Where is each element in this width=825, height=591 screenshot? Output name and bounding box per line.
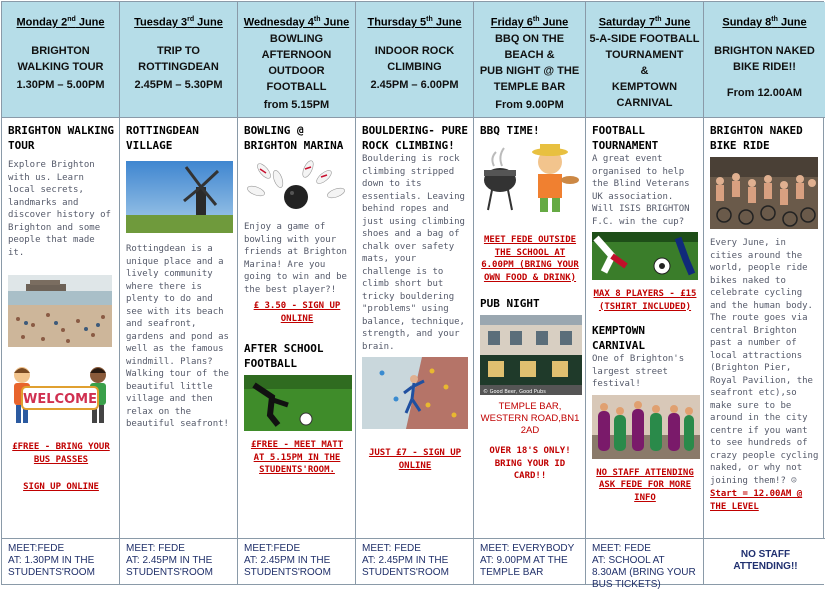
activity-heading: BRIGHTON WALKING TOUR [8, 124, 114, 152]
price-note[interactable]: £ 3.50 - SIGN UP ONLINE [253, 301, 341, 324]
football-photo [244, 375, 352, 431]
staff-note: NO STAFF [740, 549, 791, 560]
day-label: Sunday 8th June [722, 16, 807, 29]
header-tuesday [120, 2, 237, 118]
age-note: OVER 18'S ONLY! BRING YOUR ID CARD!! [489, 446, 571, 481]
carnival-photo [592, 395, 700, 459]
meet-place: STUDENTS'ROOM [244, 567, 331, 578]
start-note: Start = 12.00AM @ THE LEVEL [710, 489, 803, 512]
meet-time: AT: SCHOOL AT [592, 555, 665, 566]
staff-note-2: ATTENDING!! [733, 561, 798, 572]
activity-heading: BOULDERING- PURE ROCK CLIMBING! [362, 124, 468, 152]
meet-place: STUDENTS'ROOM [362, 567, 449, 578]
body-saturday [586, 119, 703, 538]
activity-heading: BRIGHTON NAKED BIKE RIDE [710, 124, 803, 152]
meeting-info-saturday [586, 538, 703, 590]
meeting-info-thursday [356, 538, 473, 584]
column-tuesday [120, 2, 238, 584]
meet-time: AT: 2.45PM IN THE [362, 555, 449, 566]
activity-description: Enjoy a game of bowling with your friends at Brighton Marina! Are you going to win and be the best player?! [244, 222, 347, 295]
climbing-wall-photo [362, 357, 468, 429]
welcome-sign-text: WELCOME [23, 392, 97, 407]
meet-time: AT: 2.45PM IN THE [244, 555, 331, 566]
sign-up-link[interactable]: SIGN UP ONLINE [23, 482, 99, 492]
body-monday [2, 119, 119, 538]
event-title: INDOOR ROCK CLIMBING [374, 44, 455, 73]
activity-heading-2: PUB NIGHT [480, 297, 540, 310]
event-time: 1.30PM – 5.00PM [16, 78, 105, 91]
event-title: BOWLING AFTERNOON OUTDOOR FOOTBALL [261, 32, 332, 93]
photo-credit: © Good Beer, Good Pubs [483, 389, 546, 395]
meet-time: AT: 9.00PM AT THE [480, 555, 568, 566]
meet-time: AT: 2.45PM IN THE [126, 555, 213, 566]
column-saturday [586, 2, 704, 590]
event-time: From 12.00AM [726, 86, 803, 99]
header-thursday [356, 2, 473, 118]
header-saturday [586, 2, 703, 118]
meet-time: AT: 1.30PM IN THE [8, 555, 95, 566]
day-label: Monday 2nd June [16, 16, 105, 29]
football-tournament-photo [592, 232, 698, 280]
activity-heading: BBQ TIME! [480, 124, 540, 137]
activity-description-2: One of Brighton's largest street festival! [592, 354, 685, 389]
activity-description: Bouldering is rock climbing stripped down to its essentials. Leaving behind ropes and just using climbing shoes and a bag of chalk over safety mats, your challenge is to climb short but tricky bouldering "problems" using balance, technique, strength, and your brain. [362, 154, 465, 352]
price-note: MAX 8 PLAYERS - £15 (TSHIRT INCLUDED) [593, 289, 697, 312]
activity-description: Every June, in cities around the world, people ride bikes naked to celebrate cycling and the human body. The route goes via central Brighton past a number of local attractions (Brighton Pier, Royal Pavilion, the seafront etc),so make sure to be around in the city centre if you want to see hundreds of crazy people cycling naked, or why not joining them!? ☺ [710, 238, 819, 486]
column-thursday [356, 2, 474, 584]
pub-address: TEMPLE BAR, WESTERN ROAD,BN1 2AD [480, 401, 580, 436]
header-sunday [704, 2, 825, 118]
price-note[interactable]: JUST £7 - SIGN UP ONLINE [368, 448, 462, 471]
meeting-info-friday [474, 538, 585, 584]
day-label: Saturday 7th June [598, 16, 691, 29]
beach-photo [8, 275, 112, 347]
meet-time-2: 8.30AM (BRING YOUR [592, 567, 696, 578]
header-friday [474, 2, 585, 118]
meet-place: TEMPLE BAR [480, 567, 544, 578]
column-wednesday [238, 2, 356, 584]
meeting-info-wednesday [238, 538, 355, 584]
body-friday [474, 119, 585, 538]
price-note-2: £FREE - MEET MATT AT 5.15PM IN THE STUDENTS'ROOM. [250, 440, 344, 475]
event-title: 5-A-SIDE FOOTBALL TOURNAMENT & KEMPTOWN CARNIVAL [589, 32, 700, 109]
activity-heading: FOOTBALL TOURNAMENT [592, 124, 659, 152]
meeting-note: MEET FEDE OUTSIDE THE SCHOOL AT 6.00PM (BRING YOUR OWN FOOD & DRINK) [481, 235, 579, 283]
activity-heading-2: AFTER SCHOOL FOOTBALL [244, 342, 324, 370]
event-time: From 9.00PM [495, 98, 564, 111]
meet-note: BUS TICKETS) [592, 579, 661, 590]
activity-description: Rottingdean is a unique place and a lively community where there is plenty to do and see with its beach and seafront, gardens and pond as well as the famous windmill. Plans? Walking tour of the beautiful little village and then relax on the beautiful seafront! [126, 244, 229, 429]
price-note: £FREE - BRING YOUR BUS PASSES [12, 442, 110, 465]
event-time: from 5.15PM [263, 98, 330, 111]
meet-person: MEET: FEDE [592, 543, 651, 554]
event-time: 2.45PM – 6.00PM [370, 78, 459, 91]
bowling-pins-image [244, 157, 348, 215]
header-wednesday [238, 2, 355, 118]
day-label: Friday 6th June [490, 16, 569, 29]
activity-description: A great event organised to help the Blind Veterans UK association. Will ISIS BRIGHTON F.C. win the cup? [592, 154, 690, 227]
meet-person: MEET: FEDE [126, 543, 185, 554]
meet-person: MEET: FEDE [362, 543, 421, 554]
activity-heading: BOWLING @ BRIGHTON MARINA [244, 124, 344, 152]
meeting-info-sunday [704, 538, 825, 584]
day-label: Wednesday 4th June [243, 16, 350, 29]
meet-person: MEET:FEDE [244, 543, 301, 554]
meet-place: STUDENTS'ROOM [8, 567, 95, 578]
meet-place: STUDENTS'ROOM [126, 567, 213, 578]
event-time: 2.45PM – 5.30PM [134, 78, 223, 91]
column-monday [2, 2, 120, 584]
meeting-info-monday [2, 538, 119, 584]
event-title: BBQ ON THE BEACH & PUB NIGHT @ THE TEMPLE BAR [479, 32, 580, 93]
meet-person: MEET:FEDE [8, 543, 65, 554]
header-monday [2, 2, 119, 118]
body-tuesday [120, 119, 237, 538]
event-title: BRIGHTON WALKING TOUR [17, 44, 104, 73]
meet-person: MEET: EVERYBODY [480, 543, 575, 554]
bike-ride-photo [710, 157, 818, 229]
staff-note: NO STAFF ATTENDING ASK FEDE FOR MORE INFO [596, 467, 694, 503]
body-sunday [704, 119, 825, 538]
column-friday [474, 2, 586, 584]
activity-description: Explore Brighton with us. Learn local secrets, landmarks and discover history of Brighton and some people that made it. [8, 160, 111, 258]
bbq-cartoon [480, 140, 580, 216]
event-title: BRIGHTON NAKED BIKE RIDE!! [714, 44, 815, 73]
body-thursday [356, 119, 473, 538]
welcome-kids-illustration [8, 365, 112, 431]
windmill-photo [126, 161, 233, 233]
column-sunday [704, 2, 825, 584]
day-label: Thursday 5th June [367, 16, 462, 29]
pub-photo [480, 315, 582, 395]
day-label: Tuesday 3rd June [134, 16, 223, 29]
body-wednesday [238, 119, 355, 538]
activity-heading: ROTTINGDEAN VILLAGE [126, 124, 199, 152]
meeting-info-tuesday [120, 538, 237, 584]
weekly-activity-timetable [1, 1, 824, 590]
event-title: TRIP TO ROTTINGDEAN [138, 44, 219, 73]
activity-heading-2: KEMPTOWN CARNIVAL [592, 324, 645, 352]
